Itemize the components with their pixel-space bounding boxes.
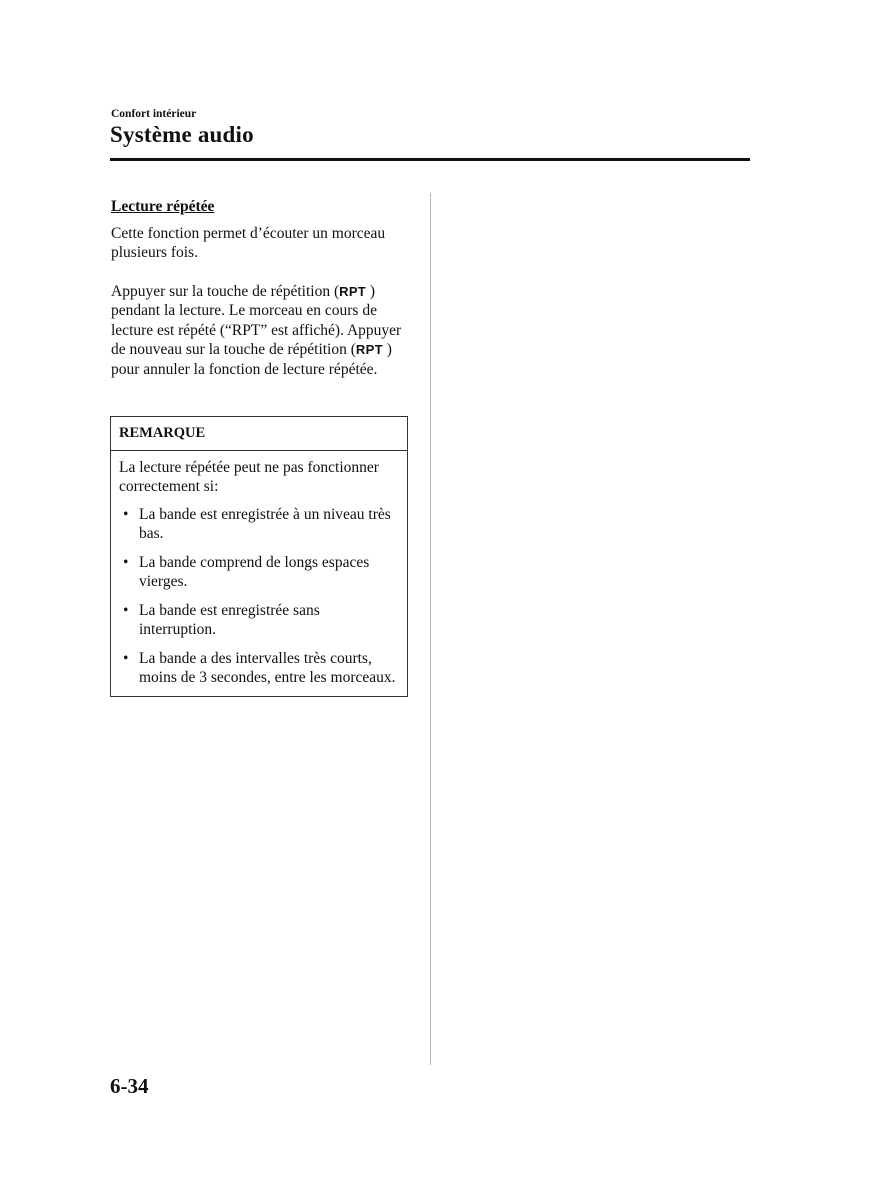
page-number: 6-34 [110,1074,149,1098]
bullet-icon: • [123,553,129,571]
note-list-item [119,505,399,544]
note-item-text: La bande est enregistrée à un niveau très bas. [139,505,391,542]
note-header: REMARQUE [111,417,407,451]
rpt-key-label-2: RPT [355,342,383,357]
rpt-key-label: RPT [339,283,367,299]
note-item-text: La bande a des intervalles très courts, moins de 3 secondes, entre les morceaux. [139,649,396,686]
note-box [110,416,408,697]
note-item-text: La bande comprend de longs espaces vierges. [139,553,370,590]
instructions-part-2: ) pendant la lecture. Le morceau en cours de lecture est répété (“RPT” est affiché). Appuyer de nouveau sur la touche de répétition ( [111,282,402,358]
note-item-text: La bande est enregistrée sans interruption. [139,601,320,638]
page-title: Système audio [110,122,254,147]
paragraph-instructions [111,282,407,380]
instructions-part-1: Appuyer sur la touche de répétition ( [111,282,340,300]
bullet-icon: • [123,649,129,667]
subheading-lecture-repetee: Lecture répétée [111,198,215,215]
left-column [111,197,407,398]
bullet-icon: • [123,601,129,619]
note-list-item [119,553,399,592]
note-list-item [119,649,399,688]
title-rule [110,158,750,161]
instructions-part-3: ) pour annuler la fonction de lecture répétée. [111,341,392,378]
note-body [111,451,407,696]
column-divider [430,193,431,1065]
note-intro: La lecture répétée peut ne pas fonctionner correctement si: [119,458,379,495]
note-list [119,505,399,688]
paragraph-intro: Cette fonction permet d’écouter un morceau plusieurs fois. [111,224,386,261]
bullet-icon: • [123,505,129,523]
note-list-item [119,601,399,640]
section-label: Confort intérieur [111,108,197,120]
